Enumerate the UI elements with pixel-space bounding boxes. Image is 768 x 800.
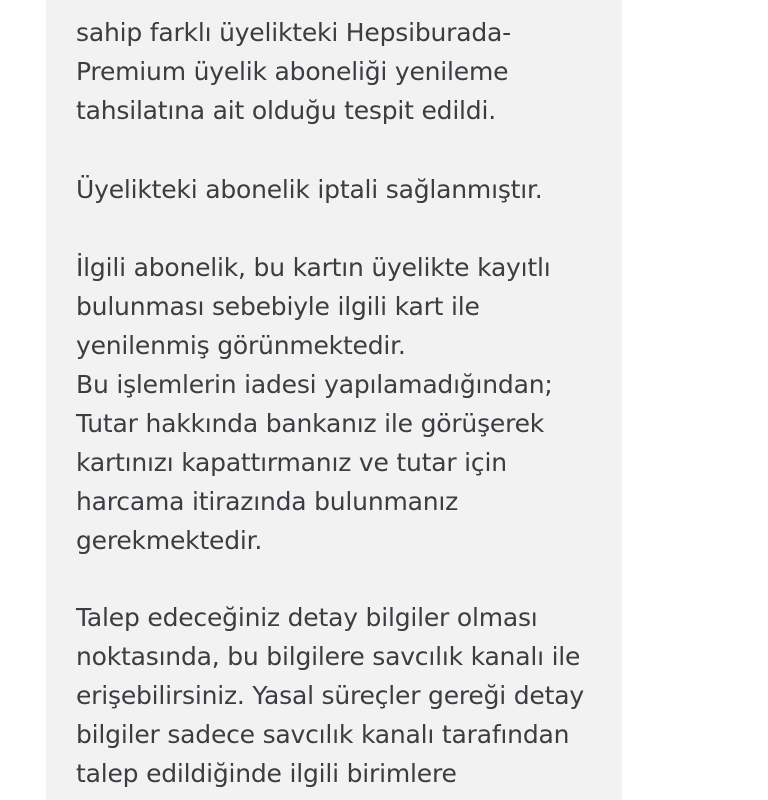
message-paragraph-4: Talep edeceğiniz detay bilgiler olması noktasında, bu bilgilere savcılık kanalı ile erişebilirsiniz. Yasal süreçler gereği detay bilgiler sadece savcılık kanalı tarafından talep edildiğinde ilgili birimlere: [76, 603, 584, 788]
message-paragraph-2: Üyelikteki abonelik iptali sağlanmıştır.: [76, 175, 543, 204]
message-paragraph-3: İlgili abonelik, bu kartın üyelikte kayıtlı bulunması sebebiyle ilgili kart ile yenilenmiş görünmektedir. Bu işlemlerin iadesi yapılamadığından; Tutar hakkında bankanız ile görüşerek kartınızı kapattırmanız ve tutar için harcama itirazında bulunmanız gerekmektedir.: [76, 253, 553, 555]
message-paragraph-1: sahip farklı üyelikteki Hepsiburada- Premium üyelik aboneliği yenileme tahsilatına ait olduğu tespit edildi.: [76, 18, 511, 125]
message-bubble[interactable]: [46, 0, 622, 800]
